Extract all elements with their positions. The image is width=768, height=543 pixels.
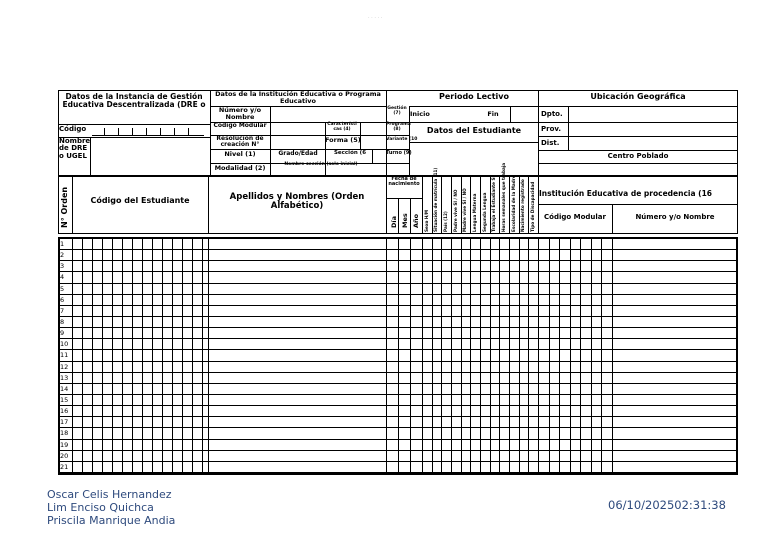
fecha-nacimiento-header: Fecha de nacimiento [388,176,420,188]
student-field-header: País (12) [442,211,448,232]
student-field-header: Segunda Lengua [481,192,487,232]
programa-label: Programa (8) [386,122,411,132]
row-number: 16 [60,407,69,416]
nombre-dre-label: Nombre de DRE o UGEL [59,137,91,160]
inicio-label: Inicio [410,110,430,118]
codigo-modular-label: Código Modular [213,122,267,129]
student-field-header: Lengua Materna [471,193,477,232]
codigo-estudiante-header: Código del Estudiante [90,196,190,205]
prov-label: Prov. [541,125,562,133]
row-number: 8 [60,318,65,326]
footer-datetime: 06/10/202502:31:38 [608,498,726,512]
resolucion-label: Resolución de creación N° [216,135,264,149]
row-number: 13 [60,373,69,382]
student-field-header: Sexo H/M [423,209,429,232]
modalidad-label: Modalidad (2) [214,164,266,172]
dia-header: Día [390,215,398,228]
ie-procedencia-header: Institución Educativa de procedencia (16 [539,189,713,198]
caracteristicas-label: Característi cas (4) [327,122,357,132]
apellidos-header: Apellidos y Nombres (Orden Alfabético) [229,192,365,211]
row-number: 21 [60,462,69,471]
row-number: 5 [60,284,65,293]
numero-nombre-label: Número y/o Nombre [218,106,262,121]
row-number: 4 [60,273,65,282]
codigo-modular-header: Código Modular [544,213,606,221]
row-number: 15 [60,396,69,404]
row-number: 6 [60,295,65,304]
row-number: 2 [60,251,65,260]
mes-header: Mes [401,213,409,228]
variante-label: Variante (10 [386,137,418,142]
student-field-header: Situación de matrícula (11) [433,167,439,232]
student-field-header: Trabaja el Estudiante SI [491,175,497,232]
student-field-header: Horas semanales que trabaja [500,162,506,232]
student-field-header: Nacimiento registrado [520,179,526,232]
footer-name-3: Priscila Manrique Andia [47,514,176,527]
nivel-label: Nivel (1) [224,150,256,158]
student-field-header: Madre vive SI / NO [462,188,468,232]
row-number: 11 [60,351,69,360]
row-number: 7 [60,306,65,315]
row-number: 14 [60,384,69,393]
row-number: 19 [60,440,69,449]
row-number: 9 [60,329,65,338]
row-number: 20 [60,451,69,460]
seccion-label: Sección (6 [333,150,367,156]
top-marks: . . . . . [368,14,383,20]
row-number: 18 [60,429,69,438]
periodo-title: Periodo Lectivo [438,92,510,101]
anio-header: Año [412,213,420,228]
fin-label: Fin [487,110,499,118]
datos-estudiante-title: Datos del Estudiante [426,126,522,135]
codigo-label: Código [59,125,87,133]
student-field-header: Tipo de Discapacidad [529,181,535,232]
row-number: 1 [60,240,65,248]
grado-edad-label: Grado/Edad [278,150,318,157]
dist-label: Dist. [541,139,560,147]
instancia-title: Datos de la Instancia de Gestión Educativa Descentralizada (DRE o [62,92,206,109]
row-number: 10 [60,340,69,349]
dpto-label: Dpto. [541,110,563,118]
gestion-label: Gestión (7) [387,106,407,116]
centro-poblado-label: Centro Poblado [607,152,669,160]
student-field-header: Escolaridad de la Madre [510,175,516,232]
numero-nombre-header: Número y/o Nombre [635,213,715,221]
footer-name-2: Lim Enciso Quichca [47,501,154,514]
forma-label: Forma (5) [325,136,361,144]
row-number: 12 [60,362,69,371]
institucion-title: Datos de la Institución Educativa o Programa Educativo [215,90,381,105]
ubicacion-title: Ubicación Geográfica [590,92,686,101]
student-field-header: Padre vive SI / NO [452,189,458,232]
footer-name-1: Oscar Celis Hernandez [47,488,172,501]
nombre-seccion-label: Nombre sección (solo inicial) [284,162,358,167]
n-orden-header: N° Orden [60,186,69,228]
row-number: 17 [60,418,69,427]
row-number: 3 [60,262,65,271]
turno-label: Turno (9) [386,150,412,156]
